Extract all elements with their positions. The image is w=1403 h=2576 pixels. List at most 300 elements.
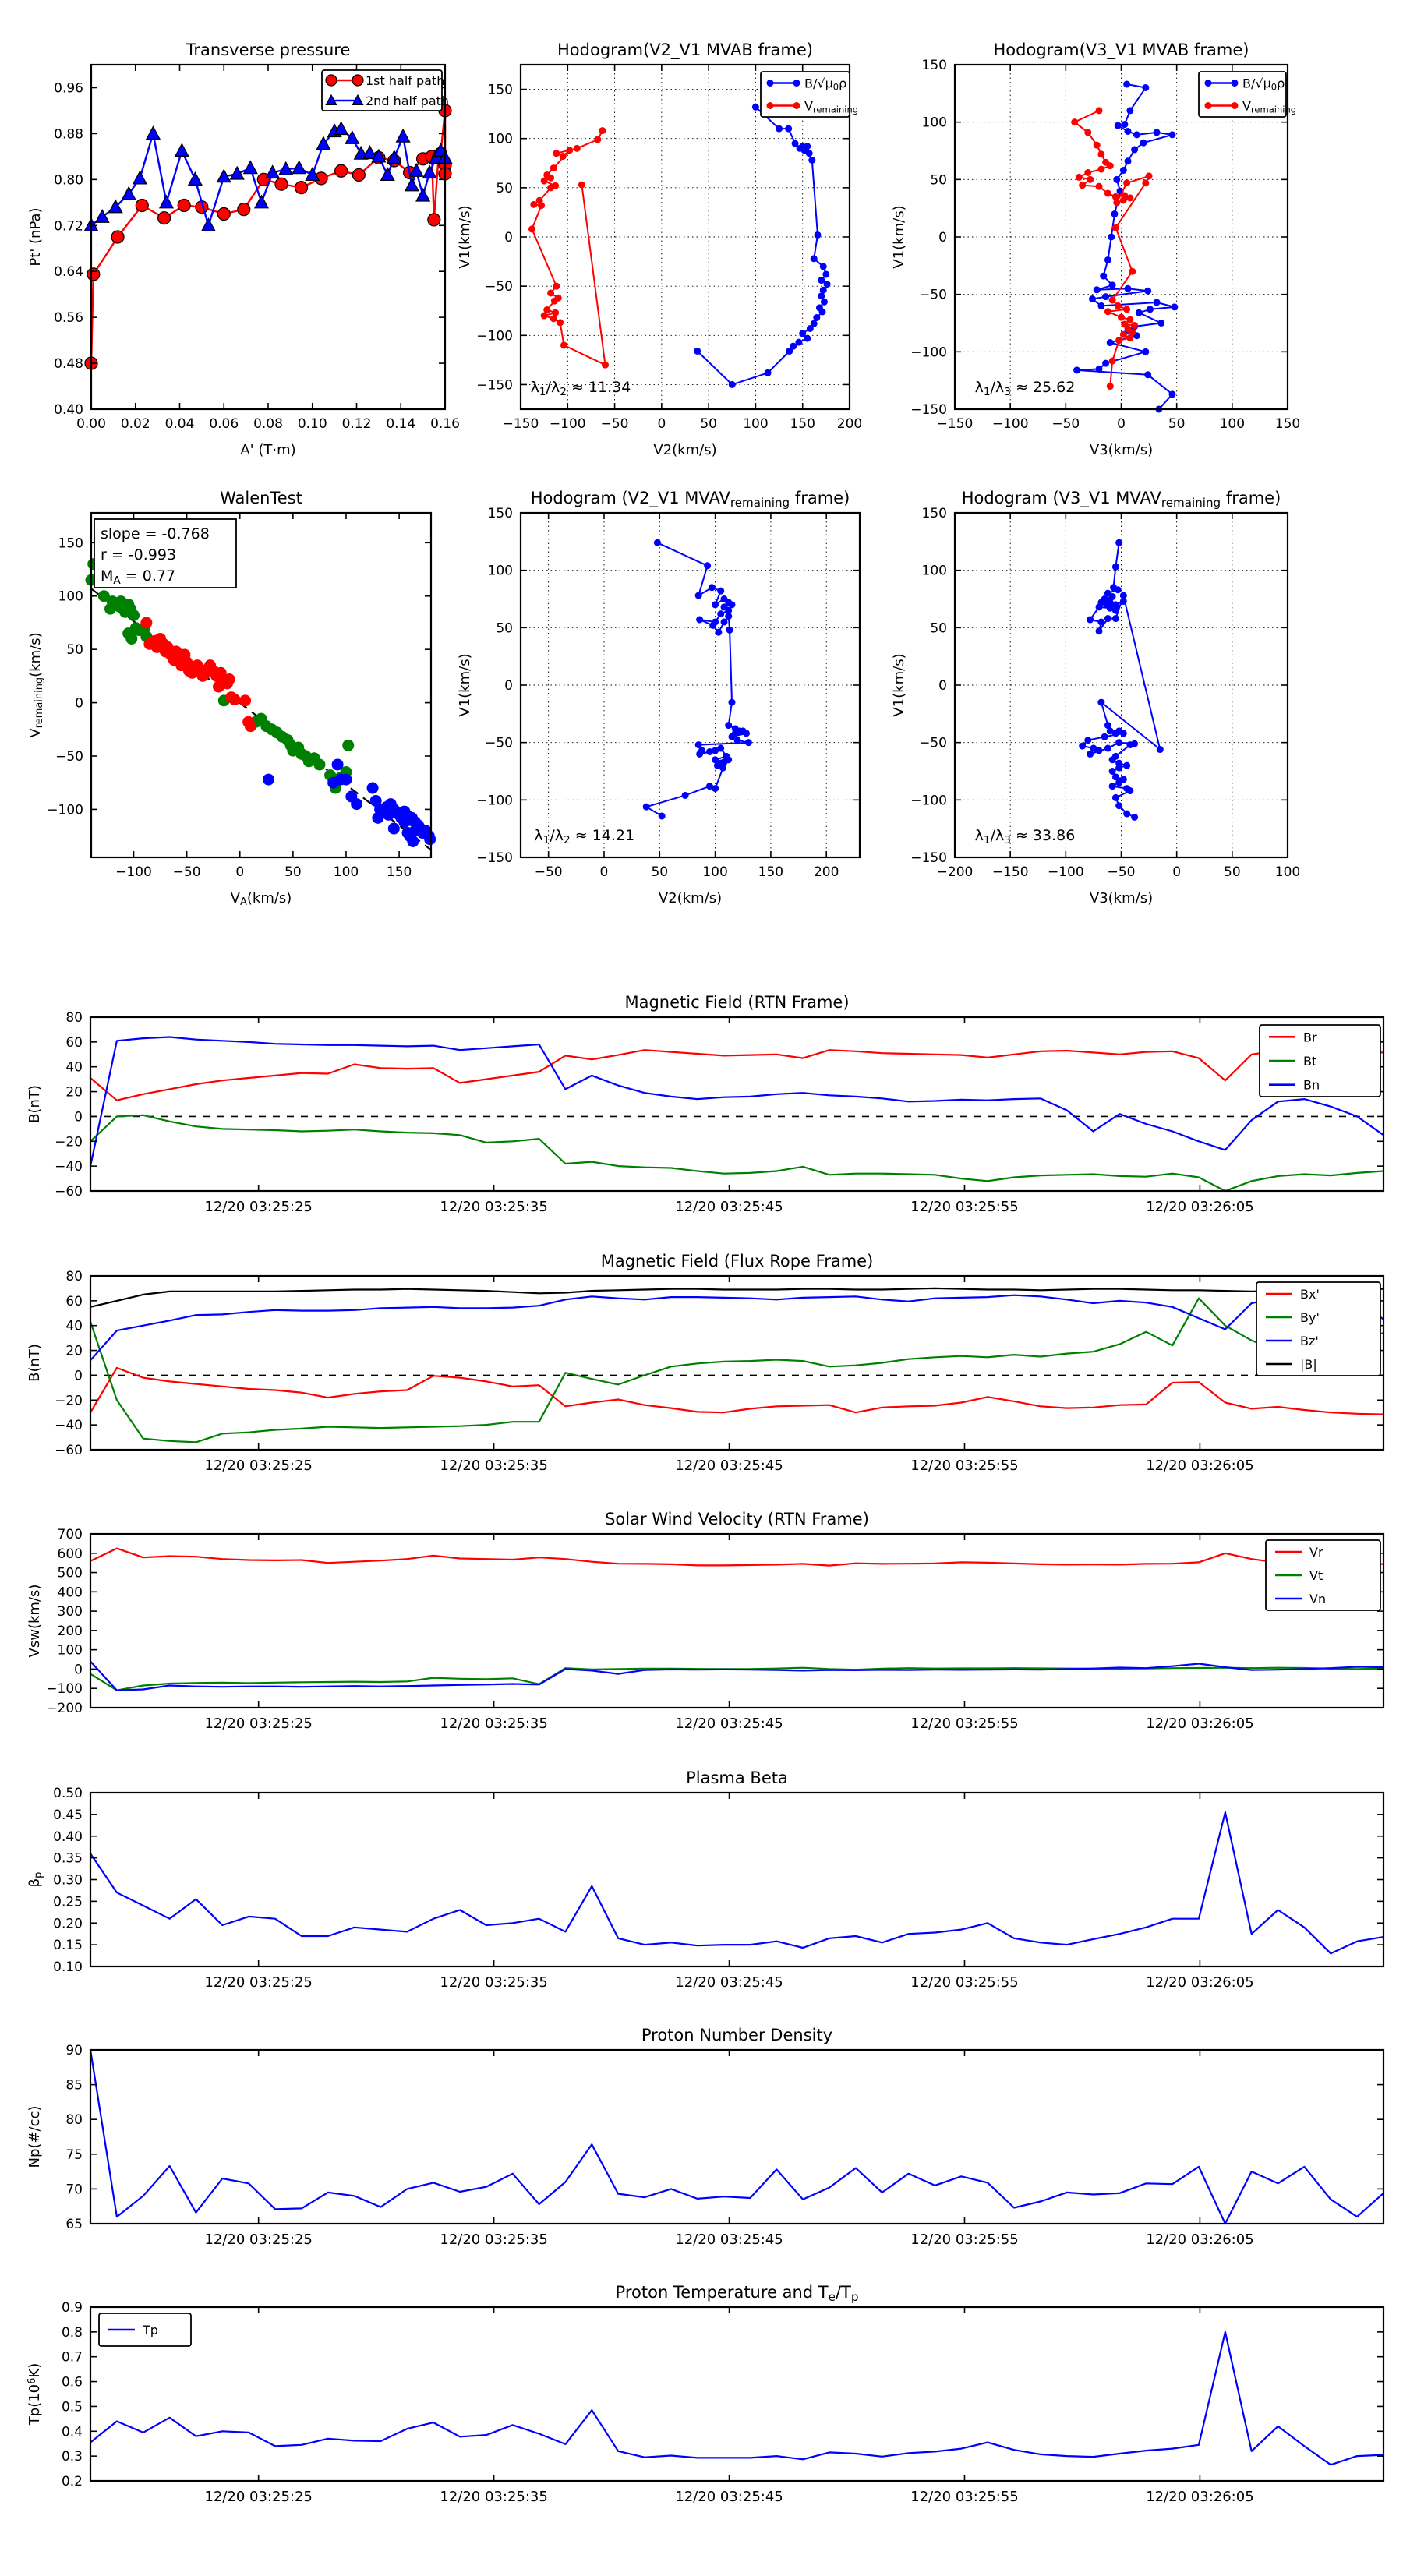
data-point-circle <box>178 199 190 211</box>
x-tick-label: 50 <box>700 416 717 432</box>
data-point-dot <box>560 341 567 348</box>
y-tick-label: 100 <box>921 563 947 579</box>
y-tick-label: −20 <box>55 1134 83 1150</box>
time-tick-label: 12/20 03:25:55 <box>910 2231 1019 2248</box>
data-point-dot <box>822 270 829 277</box>
stats-line: slope = -0.768 <box>101 525 210 542</box>
data-point-dot <box>1109 358 1116 365</box>
data-point-dot <box>1123 762 1130 769</box>
data-point-dot <box>1102 293 1109 300</box>
data-point-dot <box>709 622 716 629</box>
data-point-dot <box>728 699 735 706</box>
data-point-dot <box>1112 564 1119 571</box>
time-tick-label: 12/20 03:26:05 <box>1146 2489 1254 2505</box>
x-tick-label: 0.14 <box>386 416 416 432</box>
data-point-dot <box>1115 779 1122 786</box>
data-point-dot <box>1084 129 1091 136</box>
legend-label: Bt <box>1303 1054 1317 1069</box>
y-tick-label: 0.10 <box>53 1959 83 1975</box>
data-point-dot <box>786 348 793 355</box>
x-tick-label: 100 <box>1219 416 1246 432</box>
data-point-dot <box>820 263 827 270</box>
data-point-dot <box>1097 618 1104 625</box>
transverse-pressure-title: Transverse pressure <box>186 41 351 59</box>
y-tick-label: 90 <box>65 2043 83 2058</box>
y-tick-label: 0.96 <box>54 80 83 97</box>
y-tick-label: 0 <box>504 678 513 694</box>
data-point-dot <box>1126 787 1133 794</box>
data-point-dot <box>1076 174 1083 181</box>
x-tick-label: 150 <box>790 416 815 432</box>
y-tick-label: 150 <box>487 506 513 521</box>
data-point-dot <box>1115 765 1122 772</box>
data-point-dot <box>541 178 548 185</box>
y-tick-label: 0.5 <box>61 2399 83 2415</box>
y-tick-label: 0.88 <box>54 126 83 143</box>
y-tick-label: 200 <box>57 1623 83 1639</box>
time-tick-label: 12/20 03:25:45 <box>675 1716 783 1732</box>
data-point-dot <box>1104 256 1111 263</box>
data-point-dot <box>1144 371 1151 378</box>
y-tick-label: 50 <box>496 180 513 196</box>
data-point-dot <box>547 289 554 296</box>
hodogram-v3v1-mvab-title: Hodogram(V3_V1 MVAB frame) <box>993 41 1249 59</box>
time-tick-label: 12/20 03:26:05 <box>1146 2231 1254 2248</box>
annotation: λ1/λ2 ≈ 14.21 <box>534 826 635 846</box>
data-point-dot <box>1107 605 1114 612</box>
data-point-dot <box>1154 299 1161 306</box>
x-tick-label: 100 <box>333 864 359 880</box>
transverse-pressure-xlabel: A' (T·m) <box>240 442 296 458</box>
time-tick-label: 12/20 03:25:55 <box>910 1199 1019 1215</box>
y-tick-label: −40 <box>55 1159 83 1175</box>
time-tick-label: 12/20 03:25:35 <box>440 1974 548 1991</box>
annotation: λ1/λ2 ≈ 11.34 <box>530 378 631 398</box>
x-tick-label: 0 <box>1117 416 1126 432</box>
x-tick-label: −50 <box>600 416 629 432</box>
data-point-dot <box>541 313 548 320</box>
data-point-dot <box>1232 102 1239 109</box>
data-point-circle <box>158 212 171 224</box>
data-point-dot <box>654 539 661 546</box>
x-tick-label: −150 <box>991 864 1029 880</box>
y-tick-label: 400 <box>57 1585 83 1601</box>
data-point-dot <box>682 792 689 799</box>
y-tick-label: −50 <box>55 749 83 765</box>
data-point-dot <box>1107 162 1114 169</box>
data-point-circle <box>335 164 348 177</box>
data-point-dot <box>717 588 724 595</box>
data-point-dot <box>1097 150 1104 157</box>
y-tick-label: 150 <box>487 82 513 98</box>
x-tick-label: −200 <box>936 864 974 880</box>
y-tick-label: 20 <box>65 1084 83 1101</box>
legend-label: |B| <box>1300 1357 1317 1372</box>
data-point-dot <box>765 369 772 376</box>
data-point-dot <box>818 277 825 284</box>
legend-label: Vremaining <box>804 98 859 115</box>
y-tick-label: 0 <box>938 230 947 246</box>
time-tick-label: 12/20 03:25:25 <box>204 1458 313 1474</box>
y-tick-label: 50 <box>496 620 513 637</box>
data-point-dot <box>1120 167 1127 174</box>
hodogram-v3v1-mvab-ylabel: V1(km/s) <box>891 205 907 269</box>
hodogram-v3v1-mvav-xlabel: V3(km/s) <box>1089 890 1154 906</box>
y-tick-label: 0.80 <box>54 172 83 189</box>
y-tick-label: −50 <box>485 279 513 295</box>
x-tick-label: 0.08 <box>253 416 283 432</box>
y-tick-label: 0.48 <box>54 356 83 373</box>
y-tick-label: −60 <box>55 1443 83 1458</box>
data-point-dot <box>1120 730 1127 737</box>
data-point-dot <box>224 673 235 685</box>
data-point-dot <box>807 325 814 332</box>
hodogram-v2v1-mvab-title: Hodogram(V2_V1 MVAB frame) <box>557 41 813 59</box>
data-point-dot <box>725 722 732 729</box>
data-point-dot <box>1104 190 1111 197</box>
legend-label: Br <box>1303 1030 1317 1045</box>
data-point-dot <box>1094 142 1101 149</box>
data-point-dot <box>1089 295 1096 302</box>
hodogram-v2v1-mvab-ylabel: V1(km/s) <box>457 205 473 269</box>
y-tick-label: 50 <box>66 642 83 659</box>
data-point-dot <box>1129 268 1136 275</box>
legend-label: 2nd half path <box>366 94 450 108</box>
y-tick-label: 0.6 <box>61 2374 83 2390</box>
plasma-beta-ylabel: βp <box>27 1871 45 1888</box>
y-tick-label: 150 <box>58 535 83 552</box>
y-tick-label: −60 <box>55 1184 83 1200</box>
data-point-dot <box>547 175 554 182</box>
x-tick-label: 150 <box>1274 416 1301 432</box>
time-tick-label: 12/20 03:25:25 <box>204 1199 313 1215</box>
time-tick-label: 12/20 03:25:35 <box>440 2231 548 2248</box>
y-tick-label: 500 <box>57 1565 83 1581</box>
x-tick-label: −50 <box>172 864 201 880</box>
y-tick-label: −100 <box>910 345 947 361</box>
data-point-dot <box>745 739 752 746</box>
data-point-dot <box>388 823 400 835</box>
x-tick-label: 0 <box>657 416 666 432</box>
data-point-dot <box>815 231 822 239</box>
data-point-dot <box>530 201 537 208</box>
data-point-dot <box>1087 617 1094 624</box>
y-tick-label: 0.4 <box>61 2424 83 2440</box>
data-point-dot <box>1123 81 1130 88</box>
data-point-dot <box>1087 176 1094 183</box>
data-point-dot <box>776 125 783 133</box>
x-tick-label: 50 <box>651 864 669 880</box>
solar-wind-velocity-title: Solar Wind Velocity (RTN Frame) <box>605 1510 869 1528</box>
data-point-dot <box>1120 196 1127 203</box>
y-tick-label: 600 <box>57 1546 83 1562</box>
y-tick-label: 0.9 <box>61 2300 83 2316</box>
data-point-dot <box>1109 783 1116 790</box>
data-point-circle <box>275 178 288 190</box>
data-point-dot <box>725 613 732 620</box>
data-point-dot <box>1168 390 1175 398</box>
data-point-dot <box>1120 331 1127 338</box>
x-tick-label: 0.04 <box>164 416 195 432</box>
magnetic-field-flux-rope-title: Magnetic Field (Flux Rope Frame) <box>600 1252 874 1270</box>
data-point-dot <box>578 182 585 189</box>
data-point-dot <box>1096 183 1103 190</box>
data-point-dot <box>712 601 719 608</box>
data-point-dot <box>1142 84 1149 91</box>
legend-label: Bx' <box>1300 1287 1320 1302</box>
y-tick-label: 0.72 <box>54 218 83 235</box>
time-tick-label: 12/20 03:25:25 <box>204 1974 313 1991</box>
x-tick-label: 0.10 <box>297 416 327 432</box>
y-tick-label: 80 <box>65 1269 83 1284</box>
data-point-dot <box>704 562 711 569</box>
data-point-dot <box>1112 794 1119 801</box>
data-point-dot <box>560 153 567 160</box>
transverse-pressure-ylabel: Pt' (nPa) <box>27 207 44 267</box>
walen-test-ylabel: Vremaining(km/s) <box>27 632 46 738</box>
data-point-dot <box>1121 121 1128 128</box>
legend-label: 1st half path <box>366 73 445 88</box>
data-point-dot <box>1125 285 1132 292</box>
data-point-dot <box>808 157 815 164</box>
data-point-dot <box>1115 122 1122 129</box>
annotation: λ1/λ3 ≈ 33.86 <box>974 826 1076 846</box>
data-point-dot <box>1104 308 1111 315</box>
hodogram-v3v1-mvav-ylabel: V1(km/s) <box>891 653 907 717</box>
y-tick-label: −50 <box>485 735 513 751</box>
data-point-dot <box>1102 360 1109 367</box>
data-point-dot <box>332 758 344 770</box>
data-point-dot <box>1131 322 1138 329</box>
data-point-dot <box>1107 339 1114 346</box>
data-point-dot <box>819 308 826 315</box>
data-point-dot <box>1112 224 1119 231</box>
data-point-dot <box>1108 234 1115 241</box>
proton-number-density-ylabel: Np(#/cc) <box>27 2105 43 2168</box>
data-point-dot <box>1096 366 1103 373</box>
stats-line: r = -0.993 <box>101 546 177 564</box>
time-tick-label: 12/20 03:25:55 <box>910 2489 1019 2505</box>
data-point-dot <box>140 617 152 628</box>
y-tick-label: −100 <box>476 328 513 345</box>
time-tick-label: 12/20 03:25:55 <box>910 1974 1019 1991</box>
stats-line: MA = 0.77 <box>101 567 176 587</box>
legend-label: Tp <box>143 2323 158 2337</box>
data-point-dot <box>806 150 813 157</box>
data-point-dot <box>1115 539 1122 546</box>
data-point-dot <box>1096 747 1103 754</box>
y-tick-label: 100 <box>57 1642 83 1659</box>
data-point-dot <box>643 804 650 811</box>
x-tick-label: 0 <box>599 864 609 880</box>
data-point-dot <box>550 315 557 322</box>
data-point-dot <box>717 610 724 617</box>
data-point-dot <box>696 617 703 624</box>
y-tick-label: 0.3 <box>61 2449 83 2465</box>
proton-temperature-title: Proton Temperature and Te/Tp <box>615 2283 859 2304</box>
data-point-dot <box>602 362 609 369</box>
hodogram-v2v1-mvav-title: Hodogram (V2_V1 MVAVremaining frame) <box>530 489 850 510</box>
magnetic-field-rtn-ylabel: B(nT) <box>27 1085 43 1123</box>
y-tick-label: −40 <box>55 1418 83 1434</box>
data-point-dot <box>557 319 564 326</box>
data-point-dot <box>528 225 535 232</box>
data-point-circle <box>295 182 308 194</box>
data-point-dot <box>599 127 606 134</box>
time-tick-label: 12/20 03:25:55 <box>910 1458 1019 1474</box>
legend-label: Bz' <box>1300 1334 1319 1348</box>
y-tick-label: 0.40 <box>54 402 83 418</box>
y-tick-label: 0.50 <box>53 1786 83 1801</box>
data-point-dot <box>1112 615 1119 622</box>
legend-label: By' <box>1300 1310 1320 1325</box>
y-tick-label: 40 <box>65 1318 83 1334</box>
y-tick-label: 60 <box>65 1293 83 1309</box>
time-tick-label: 12/20 03:26:05 <box>1146 1458 1254 1474</box>
magnetic-field-rtn-title: Magnetic Field (RTN Frame) <box>624 993 850 1012</box>
data-point-dot <box>245 720 256 732</box>
x-tick-label: 150 <box>386 864 412 880</box>
x-tick-label: −100 <box>1047 864 1084 880</box>
data-point-dot <box>1100 273 1107 280</box>
data-point-dot <box>1079 182 1086 189</box>
data-point-dot <box>726 627 733 634</box>
time-tick-label: 12/20 03:25:25 <box>204 1716 313 1732</box>
legend-label: Vn <box>1309 1592 1327 1606</box>
data-point-dot <box>342 740 354 751</box>
y-tick-label: 150 <box>921 58 947 73</box>
data-point-dot <box>824 281 831 288</box>
legend-label: Vt <box>1309 1568 1323 1583</box>
data-point-dot <box>1205 102 1212 109</box>
data-point-dot <box>1123 306 1130 313</box>
x-tick-label: −100 <box>549 416 586 432</box>
data-point-dot <box>1123 811 1130 818</box>
y-tick-label: 0 <box>75 695 83 712</box>
data-point-dot <box>1136 309 1143 316</box>
data-point-dot <box>594 136 601 143</box>
y-tick-label: 150 <box>921 506 947 521</box>
data-point-dot <box>1144 288 1151 295</box>
y-tick-label: 80 <box>65 1010 83 1026</box>
data-point-dot <box>551 298 558 305</box>
data-point-dot <box>1123 179 1130 186</box>
x-tick-label: 200 <box>836 416 863 432</box>
data-point-dot <box>1142 179 1149 186</box>
data-point-dot <box>659 812 666 819</box>
hodogram-v2v1-mvav-ylabel: V1(km/s) <box>457 653 473 717</box>
y-tick-label: 0.2 <box>61 2474 83 2489</box>
y-tick-label: 40 <box>65 1059 83 1076</box>
x-tick-label: 100 <box>743 416 769 432</box>
y-tick-label: 0.15 <box>53 1938 83 1954</box>
data-point-dot <box>1126 334 1133 341</box>
hodogram-v3v1-mvab-xlabel: V3(km/s) <box>1089 442 1154 458</box>
x-tick-label: 100 <box>1274 864 1301 880</box>
data-point-dot <box>1097 699 1104 706</box>
legend-label: Bn <box>1303 1077 1320 1093</box>
y-tick-label: 75 <box>65 2147 83 2163</box>
data-point-dot <box>743 730 750 737</box>
plasma-beta-title: Plasma Beta <box>686 1769 788 1787</box>
data-point-dot <box>767 80 774 87</box>
data-point-dot <box>706 783 713 790</box>
data-point-dot <box>1205 80 1212 87</box>
y-tick-label: −150 <box>476 850 513 866</box>
data-point-dot <box>1126 107 1133 114</box>
time-tick-label: 12/20 03:25:45 <box>675 1199 783 1215</box>
x-tick-label: 0.16 <box>430 416 460 432</box>
data-point-dot <box>715 629 722 636</box>
data-point-dot <box>547 184 554 191</box>
data-point-circle <box>352 75 363 86</box>
data-point-dot <box>811 255 818 262</box>
x-tick-label: 0.02 <box>120 416 150 432</box>
data-point-dot <box>1142 348 1149 355</box>
y-tick-label: −200 <box>46 1701 83 1716</box>
y-tick-label: −50 <box>919 287 947 303</box>
annotation: λ1/λ3 ≈ 25.62 <box>974 378 1076 398</box>
y-tick-label: 100 <box>58 588 83 605</box>
data-point-dot <box>239 694 251 706</box>
data-point-dot <box>1171 303 1178 310</box>
y-tick-label: 100 <box>487 563 513 579</box>
time-tick-label: 12/20 03:26:05 <box>1146 1974 1254 1991</box>
data-point-dot <box>785 125 792 133</box>
x-tick-label: 200 <box>813 864 839 880</box>
x-tick-label: 0.12 <box>341 416 372 432</box>
time-tick-label: 12/20 03:25:45 <box>675 2489 783 2505</box>
data-point-dot <box>1115 302 1122 309</box>
data-point-dot <box>1073 366 1080 373</box>
data-point-dot <box>1109 756 1116 763</box>
y-tick-label: 65 <box>65 2217 83 2232</box>
x-tick-label: −100 <box>115 864 152 880</box>
y-tick-label: 0.20 <box>53 1916 83 1932</box>
data-point-dot <box>538 202 545 209</box>
data-point-dot <box>351 798 362 810</box>
data-point-dot <box>1140 140 1147 147</box>
data-point-circle <box>352 168 365 181</box>
magnetic-field-flux-rope-ylabel: B(nT) <box>27 1344 43 1382</box>
data-point-dot <box>729 381 736 388</box>
data-point-dot <box>804 335 811 342</box>
y-tick-label: 50 <box>930 172 947 189</box>
data-point-dot <box>1125 128 1132 135</box>
y-tick-label: −20 <box>55 1393 83 1409</box>
data-point-dot <box>424 833 436 845</box>
data-point-dot <box>1232 80 1239 87</box>
hodogram-v3v1-mvav-title: Hodogram (V3_V1 MVAVremaining frame) <box>961 489 1281 510</box>
x-tick-label: 0.06 <box>209 416 239 432</box>
y-tick-label: 0.45 <box>53 1807 83 1823</box>
data-point-dot <box>1115 802 1122 809</box>
data-point-dot <box>695 592 702 599</box>
data-point-circle <box>428 214 440 226</box>
data-point-dot <box>721 618 728 625</box>
y-tick-label: 70 <box>65 2182 83 2198</box>
data-point-dot <box>1096 107 1103 114</box>
x-tick-label: −50 <box>534 864 563 880</box>
x-tick-label: −150 <box>936 416 974 432</box>
time-tick-label: 12/20 03:25:45 <box>675 1458 783 1474</box>
y-tick-label: 85 <box>65 2077 83 2094</box>
x-tick-label: 50 <box>284 864 302 880</box>
data-point-dot <box>694 348 701 355</box>
walen-test-xlabel: VA(km/s) <box>230 890 292 909</box>
data-point-dot <box>1084 169 1091 176</box>
y-tick-label: 0 <box>74 1662 83 1678</box>
